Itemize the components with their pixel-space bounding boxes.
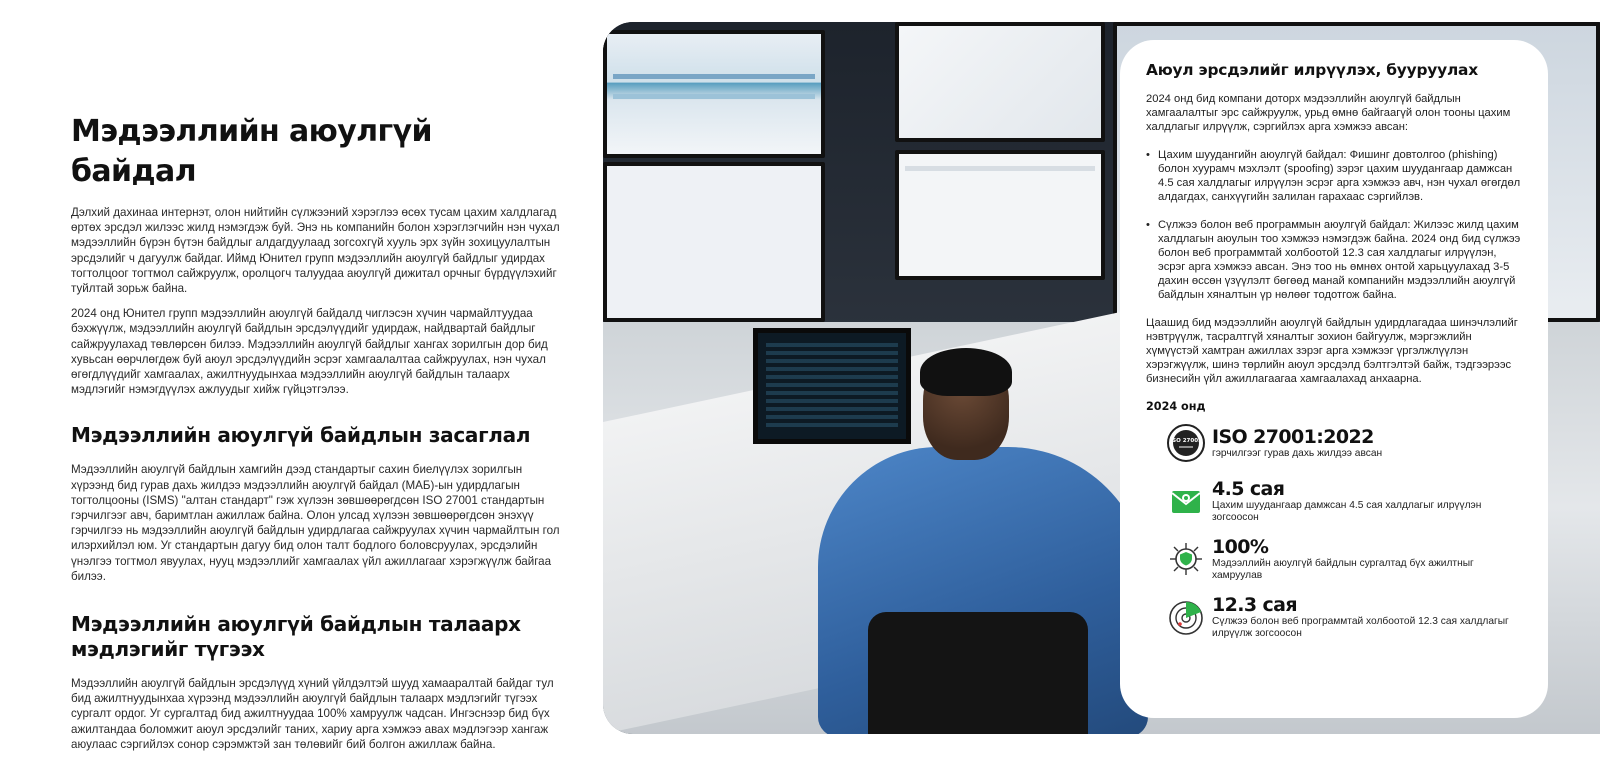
stat-number: 100%	[1212, 536, 1269, 558]
card-bullets	[1146, 148, 1522, 302]
stat-description: гэрчилгээг гурав дахь жилдээ авсан	[1212, 448, 1383, 459]
stat-description: Сүлжээ болон веб программтай холбоотой 12.3 сая халдлагыг илрүүлж зогсоосон	[1212, 616, 1509, 639]
wall-monitor	[895, 150, 1105, 280]
wall-monitor	[603, 162, 825, 322]
stat-description: Мэдээллийн аюулгүй байдлын сургалтад бүх ажилтныг хамруулав	[1212, 558, 1474, 581]
awareness-title: Мэдээллийн аюулгүй байдлын талаарх мэдлэгийг түгээх	[71, 612, 521, 662]
stat-number: ISO 27001:2022	[1212, 426, 1374, 448]
stat-description: Цахим шуудангаар дамжсан 4.5 сая халдлагыг илрүүлэн зогсоосон	[1212, 500, 1482, 523]
wall-monitor	[603, 30, 825, 158]
office-chair	[868, 612, 1088, 734]
stat-number: 12.3 сая	[1212, 594, 1297, 616]
governance-title: Мэдээллийн аюулгүй байдлын засаглал	[71, 423, 531, 448]
intro-paragraph-2: 2024 онд Юнител групп мэдээллийн аюулгүй байдалд чиглэсэн хүчин чармайлтуудаа бэхжүүлж, мэдээллийн аюулгүй байдлын эрсдэлүүдийг удирдаж, найдвартай байдлыг сайжруулахад төвлөрсөн билээ. Мэдээллийн аюулгүй байдлыг хангах зорилгын дор бид хувьсан өөрчлөгдөж буй аюул эрсдэлүүдийн эсрэг хамгаалалтаа сайжруулах, нэн чухал өгөгдлүүдийг хамгаалах, ажилтнуудынхаа мэдээллийн аюулгүй байдлын талаарх мэдлэгийг нэмэгдүүлэх ажлуудыг хийж гүйцэтгэлээ.	[71, 307, 548, 397]
stat-number: 4.5 сая	[1212, 478, 1285, 500]
list-item: • Цахим шуудангийн аюулгүй байдал: Фишинг довтолгоо (phishing) болон хуурамч мэхлэлт (spoofing) зэрэг цахим шуудангаар дамжсан 4.5 сая халдлагыг илрүүлэн эсрэг арга хэмжээ авч, нэн чухал өгөгдөл алдагдах, санхүүгийн залилан гарахаас сэргийлэв.	[1146, 148, 1522, 204]
card-intro: 2024 онд бид компани доторх мэдээллийн аюулгүй байдлын хамгаалалтыг эрс сайжруулж, урьд өмнө байгаагүй олон тооны цахим халдлагыг илрүүлж, сэргийлэх арга хэмжээ авсан:	[1146, 93, 1511, 133]
iso-badge-text: ISO 27001	[1170, 438, 1202, 444]
governance-paragraph: Мэдээллийн аюулгүй байдлын хамгийн дээд стандартыг сахин биелүүлэх зорилгын хүрээнд бид гурав дахь жилдээ мэдээллийн аюулгүй байдал (МАБ)-ын удирдлагын тогтолцооны (ISMS) "алтан стандарт" гэж хүлээн зөвшөөрөгдсөн ISO 27001 стандартын гэрчилгээг авч, баримтлан ажиллаж байна. Олон улсад хүлээн зөвшөөрөгдсөн энэхүү гэрчилгээ нь мэдээллийн аюулгүй байдлын удирдлагаа сайжруулах хүчин чармайлтын гол илэрхийлэл юм. Уг стандартын дагуу бид олон талт бодлого боловсруулах, эрсдэлийн үнэлгээ тогтмол явуулах, нууц мэдээллийг хамгаалах үйл ажиллагааг хэрэгжүүлж байгаа билээ.	[71, 463, 560, 583]
stat-training	[1166, 537, 1522, 581]
wall-monitor	[895, 22, 1105, 142]
radar-icon	[1166, 597, 1206, 637]
stat-iso	[1166, 421, 1522, 465]
intro-paragraph-1: Дэлхий дахинаа интернэт, олон нийтийн сүлжээний хэрэглээ өсөх тусам цахим халдлагад өртөх эрсдэл жилээс жилд нэмэгдэж буй. Энэ нь компанийн болон хэрэглэгчийн нэн чухал мэдээллийн бүрэн бүтэн байдлыг алдагдуулаад зогсохгүй хууль эрх зүйн зохицуулалтын эрсдэлийг ч дагуулж байдаг. Иймд Юнител групп мэдээллийн аюулгүй байдлыг удирдах тогтолцоог тогтмол сайжруулж, оролцогч талуудаа аюулгүй дижитал орчныг бүрдүүлэхийг туйлтай зорьж байна.	[71, 206, 560, 296]
stat-network	[1166, 595, 1522, 639]
page-title: Мэдээллийн аюулгүй байдал	[71, 114, 432, 189]
virus-shield-icon	[1166, 539, 1206, 579]
risk-detection-card	[1120, 40, 1548, 718]
awareness-paragraph: Мэдээллийн аюулгүй байдлын эрсдэлүүд хүний үйлдэлтэй шууд хамааралтай байдаг тул бид ажилтнуудынхаа хүрээнд мэдээллийн аюулгүй байдлын талаарх мэдлэгийг түгээх сургалт ордог. Уг сургалтад бид ажилтнуудаа 100% хамруулж чадсан. Ингэснээр бид бүх ажилтандаа боломжит аюул эрсдэлийг таних, хариу арга хэмжээ авах мэдлэгээр хангаж аюулаас сэргийлэх сонор сэрэмжтэй зан төлөвийг бий болгон ажиллаж байна.	[71, 677, 554, 751]
list-item: • Сүлжээ болон веб программын аюулгүй байдал: Жилээс жилд цахим халдлагын аюулын тоо хэмжээ нэмэгдэж байна. 2024 онд бид сүлжээ болон веб программтай холбоотой 12.3 сая халдлагыг илрүүлэн, эсрэг арга хэмжээ авсан. Энэ тоо нь өмнөх онтой харьцуулахад 3-5 дахин өссөн үзүүлэлт бөгөөд манай компанийн мэдээллийн аюулгүй байдлын хяналтын үр нөлөөг тодотгож байна.	[1146, 218, 1522, 302]
iso-badge-icon	[1166, 423, 1206, 463]
stat-email	[1166, 479, 1522, 523]
card-title: Аюул эрсдэлийг илрүүлэх, бууруулах	[1146, 61, 1478, 79]
card-outro: Цаашид бид мэдээллийн аюулгүй байдлын удирдлагадаа шинэчлэлийг нэвтрүүлж, тасралтгүй хяналтыг зохион байгуулж, мэргэжлийн хүмүүстэй хамтран ажиллах зэрэг арга хэмжээг үргэлжлүүлэн хэрэгжүүлж, шинэ төрлийн аюул эрсдэлд бэлтгэлтэй байж, тэдгээрээс бизнесийн үйл ажиллагаагаа хамгаалахад анхаарна.	[1146, 317, 1518, 385]
left-column	[71, 112, 561, 752]
year-label: 2024 онд	[1146, 400, 1206, 413]
email-threat-icon	[1166, 481, 1206, 521]
